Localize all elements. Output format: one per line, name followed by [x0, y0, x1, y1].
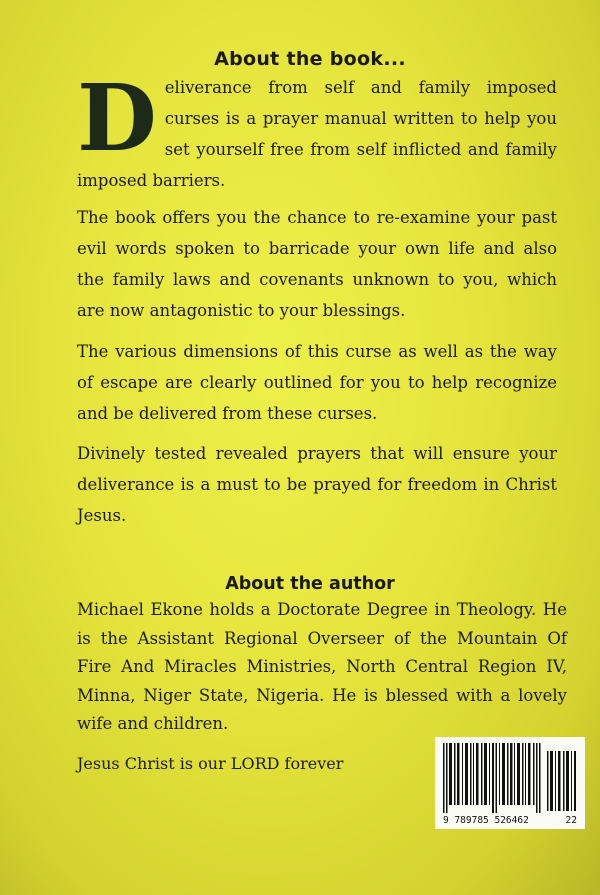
paragraph-text: eliverance from self and family imposed curses is a prayer manual written to help you set yourself free from self inflicted and family imposed barriers. [77, 78, 557, 190]
about-book-paragraph-1 [77, 64, 557, 196]
isbn-digits: 9 789785 526462 [443, 815, 529, 826]
about-book-paragraph-2: The book offers you the chance to re-examine your past evil words spoken to barricade your own life and also the family laws and covenants unknown to you, which are now antagonistic to your blessings. [77, 208, 557, 320]
about-book-heading: About the book... [214, 48, 406, 70]
about-author-text: Michael Ekone holds a Doctorate Degree in Theology. He is the Assistant Regional Overseer of the Mountain Of Fire And Miracles Ministries, North Central Region IV, Minna, Niger State, Nigeria. He is blessed with a lovely wife and children. [77, 600, 567, 733]
barcode-icon [443, 743, 577, 813]
about-book-paragraph-4: Divinely tested revealed prayers that will ensure your deliverance is a must to be prayed for freedom in Christ Jesus. [77, 444, 557, 525]
barcode-label [435, 737, 585, 829]
about-book-paragraph-3: The various dimensions of this curse as well as the way of escape are clearly outlined for you to help recognize and be delivered from these curses. [77, 342, 557, 423]
drop-cap: D [77, 64, 157, 172]
tagline: Jesus Christ is our LORD forever [77, 754, 344, 773]
about-author-heading: About the author [225, 574, 395, 594]
barcode-addon: 22 [565, 815, 577, 826]
barcode-number [443, 815, 577, 826]
